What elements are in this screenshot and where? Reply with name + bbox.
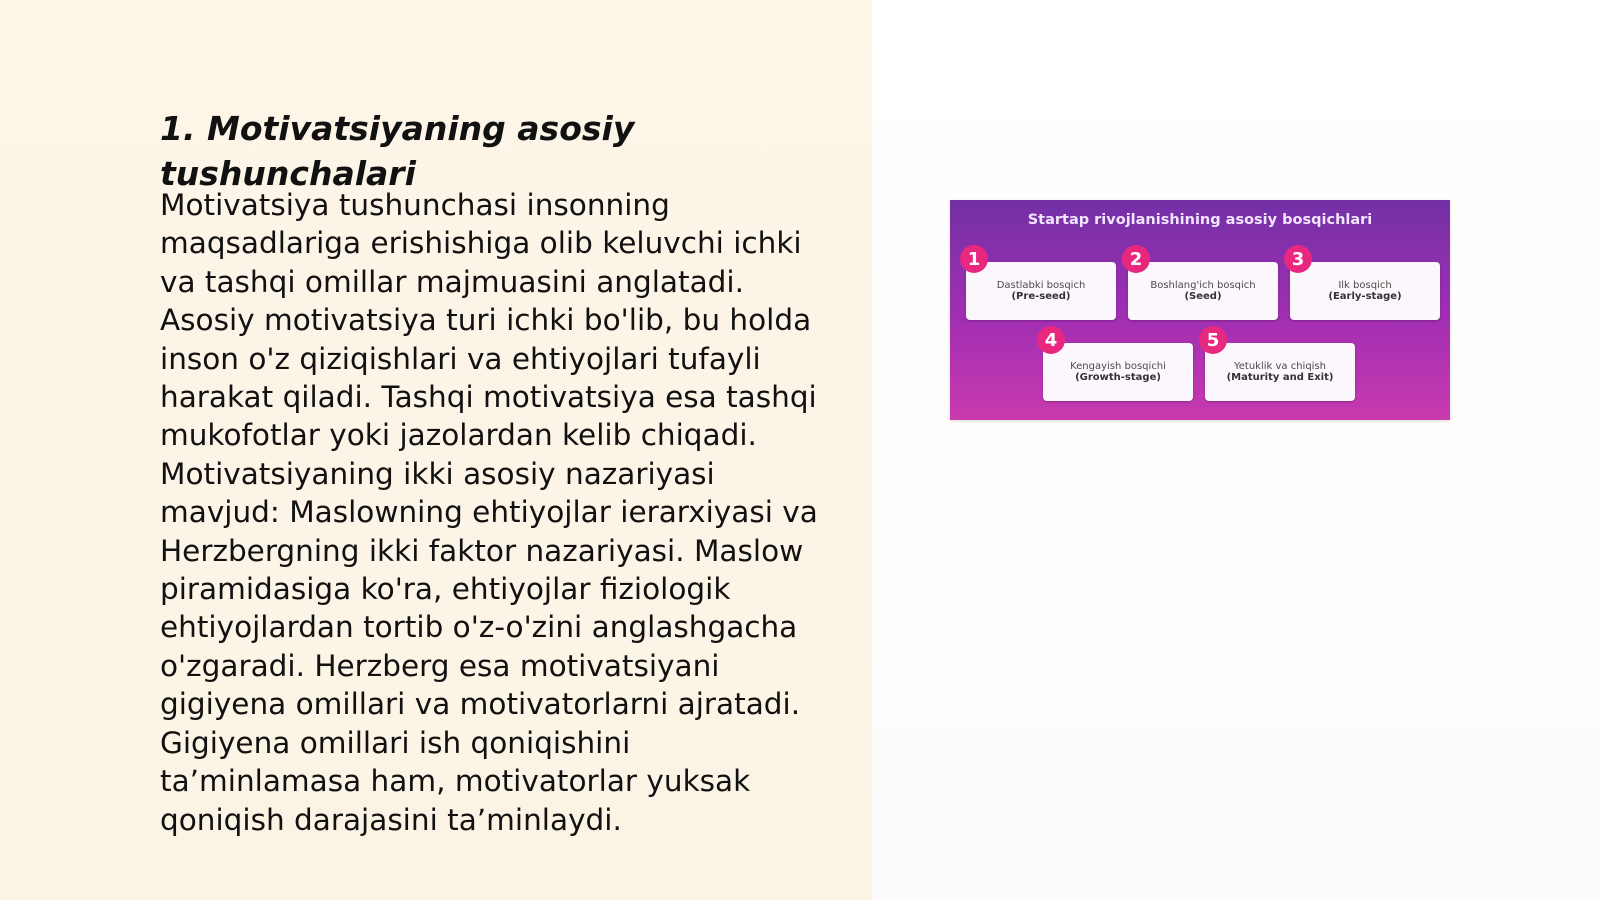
- stage-card-2: [1128, 262, 1278, 320]
- stage-label: Yetuklik va chiqish: [1233, 361, 1327, 372]
- stage-label: Ilk bosqich: [1338, 280, 1392, 291]
- stage-sublabel: (Seed): [1184, 291, 1222, 302]
- figure-title: Startap rivojlanishining asosiy bosqichlari: [1027, 212, 1373, 228]
- stage-sublabel: (Early-stage): [1328, 291, 1402, 302]
- startup-stages-figure: [950, 200, 1450, 420]
- stage-number-badge: 2: [1122, 245, 1150, 273]
- stage-number-badge: 5: [1199, 326, 1227, 354]
- stage-number-badge: 4: [1037, 326, 1065, 354]
- stage-sublabel: (Maturity and Exit): [1226, 372, 1334, 383]
- slide-body-text: Motivatsiya tushunchasi insonning maqsadlariga erishishiga olib keluvchi ichki va tashqi omillar majmuasini anglatadi. Asosiy motivatsiya turi ichki bo'lib, bu holda inson o'z qiziqishlari va ehtiyojlari tufayli harakat qiladi. Tashqi motivatsiya esa tashqi mukofotlar yoki jazolardan kelib chiqadi. Motivatsiyaning ikki asosiy nazariyasi mavjud: Maslowning ehtiyojlar ierarxiyasi va Herzbergning ikki faktor nazariyasi. Maslow piramidasiga ko'ra, ehtiyojlar fiziologik ehtiyojlardan tortib o'z-o'zini anglashgacha o'zgaradi. Herzberg esa motivatsiyani gigiyena omillari va motivatorlarni ajratadi. Gigiyena omillari ish qoniqishini ta’minlamasa ham, motivatorlar yuksak qoniqish darajasini ta’minlaydi.: [160, 188, 818, 837]
- stage-sublabel: (Growth-stage): [1075, 372, 1161, 383]
- stage-card-5: [1205, 343, 1355, 401]
- stage-number-badge: 3: [1284, 245, 1312, 273]
- stage-card-1: [966, 262, 1116, 320]
- stage-number-badge: 1: [960, 245, 988, 273]
- stage-card-4: [1043, 343, 1193, 401]
- stage-sublabel: (Pre-seed): [1011, 291, 1071, 302]
- slide-title: 1. Motivatsiyaning asosiy tushunchalari: [160, 109, 635, 193]
- image-panel: [872, 0, 1600, 900]
- stage-label: Dastlabki bosqich: [996, 280, 1086, 291]
- stage-label: Boshlang'ich bosqich: [1150, 280, 1256, 291]
- stage-card-3: [1290, 262, 1440, 320]
- stage-label: Kengayish bosqichi: [1070, 361, 1166, 372]
